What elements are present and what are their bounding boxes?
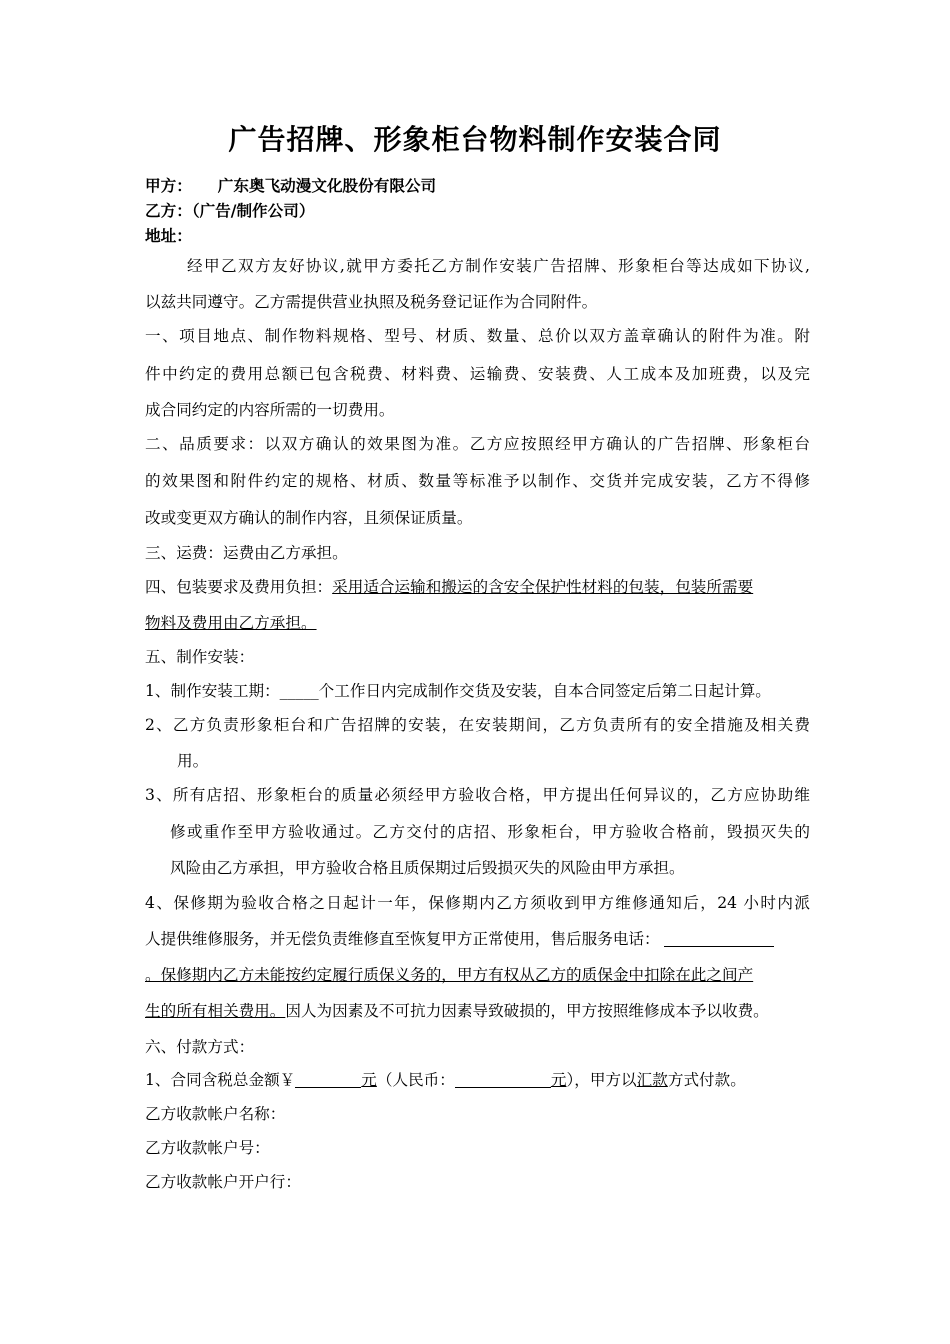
section-5-item-4-line-3 xyxy=(145,965,810,985)
section-5-item-2-line-1: 2、乙方负责形象柜台和广告招牌的安装，在安装期间，乙方负责所有的安全措施及相关费 xyxy=(145,716,810,734)
item-1-prefix: 1、制作安装工期： xyxy=(145,682,280,700)
section-4-underlined-2: 物料及费用由乙方承担。 xyxy=(145,614,317,632)
service-phone-label: 人提供维修服务，并无偿负责维修直至恢复甲方正常使用，售后服务电话： xyxy=(145,930,660,948)
yuan-unit-1: 元 xyxy=(361,1071,377,1089)
section-3-line: 三、运费：运费由乙方承担。 xyxy=(145,544,348,562)
duration-blank: _____ xyxy=(279,682,319,700)
account-number-line: 乙方收款帐户号： xyxy=(145,1139,270,1157)
address-line: 地址： xyxy=(145,227,192,245)
section-1-line-1: 一、项目地点、制作物料规格、型号、材质、数量、总价以双方盖章确认的附件为准。附 xyxy=(145,327,810,345)
section-5-item-2-line-2: 用。 xyxy=(177,752,209,770)
section-2-line-2: 的效果图和附件约定的规格、材质、数量等标准予以制作、交货并完成安装，乙方不得修 xyxy=(145,472,810,490)
section-4-line-2 xyxy=(145,613,810,633)
section-5-heading: 五、制作安装： xyxy=(145,648,255,666)
service-phone-blank xyxy=(664,930,774,947)
section-5-item-4-line-2 xyxy=(145,929,810,949)
section-4-prefix: 四、包装要求及费用负担： xyxy=(145,578,333,596)
rmb-label: （人民币： xyxy=(376,1071,455,1089)
warranty-clause-underlined-2: 生的所有相关费用。 xyxy=(145,1002,286,1020)
section-4-line-1 xyxy=(145,577,810,597)
total-amount-label: 1、合同含税总金额￥ xyxy=(145,1071,296,1089)
account-name-line: 乙方收款帐户名称： xyxy=(145,1105,286,1123)
warranty-clause-underlined-1: 。保修期内乙方未能按约定履行质保义务的，甲方有权从乙方的质保金中扣除在此之间产 xyxy=(145,966,754,984)
party-a-line xyxy=(145,176,810,196)
account-bank-line: 乙方收款帐户开户行： xyxy=(145,1173,301,1191)
section-6-item-1 xyxy=(145,1070,810,1090)
section-5-item-3-line-1: 3、所有店招、形象柜台的质量必须经甲方验收合格，甲方提出任何异议的，乙方应协助维 xyxy=(145,786,810,804)
section-5-item-3-line-3: 风险由乙方承担，甲方验收合格且质保期过后毁损灭失的风险由甲方承担。 xyxy=(170,859,685,877)
section-1-line-3: 成合同约定的内容所需的一切费用。 xyxy=(145,401,395,419)
total-amount-blank xyxy=(295,1071,361,1088)
rmb-amount-blank xyxy=(455,1071,551,1088)
warranty-clause-rest: 因人为因素及不可抗力因素导致破损的，甲方按照维修成本予以收费。 xyxy=(285,1002,769,1020)
payment-method: 汇款 xyxy=(636,1071,668,1089)
section-6-heading: 六、付款方式： xyxy=(145,1038,255,1056)
intro-line-1: 经甲乙双方友好协议,就甲方委托乙方制作安装广告招牌、形象柜台等达成如下协议, xyxy=(187,257,810,275)
section-5-item-1 xyxy=(145,681,810,701)
intro-line-2: 以兹共同遵守。乙方需提供营业执照及税务登记证作为合同附件。 xyxy=(145,293,598,311)
item-1-suffix: 个工作日内完成制作交货及安装，自本合同签定后第二日起计算。 xyxy=(318,682,771,700)
yuan-unit-2: 元 xyxy=(550,1071,567,1089)
page-title: 广告招牌、形象柜台物料制作安装合同 xyxy=(228,123,722,156)
section-2-line-3: 改或变更双方确认的制作内容，且须保证质量。 xyxy=(145,509,473,527)
section-5-item-4-line-1: 4、保修期为验收合格之日起计一年，保修期内乙方须收到甲方维修通知后，24 小时内派 xyxy=(145,894,810,912)
party-b-line: 乙方：（广告/制作公司） xyxy=(145,202,315,220)
party-a-label: 甲方： xyxy=(145,177,192,195)
payment-method-suffix: 方式付款。 xyxy=(667,1071,746,1089)
party-a-name: 广东奥飞动漫文化股份有限公司 xyxy=(217,177,437,195)
section-5-item-4-line-4 xyxy=(145,1001,810,1021)
section-2-line-1: 二、品质要求：以双方确认的效果图为准。乙方应按照经甲方确认的广告招牌、形象柜台 xyxy=(145,435,810,453)
section-4-underlined-1: 采用适合运输和搬运的含安全保护性材料的包装，包装所需要 xyxy=(332,578,754,596)
section-1-line-2: 件中约定的费用总额已包含税费、材料费、运输费、安装费、人工成本及加班费，以及完 xyxy=(145,365,810,383)
payment-method-prefix: ），甲方以 xyxy=(566,1071,637,1089)
section-5-item-3-line-2: 修或重作至甲方验收通过。乙方交付的店招、形象柜台，甲方验收合格前，毁损灭失的 xyxy=(170,823,810,841)
